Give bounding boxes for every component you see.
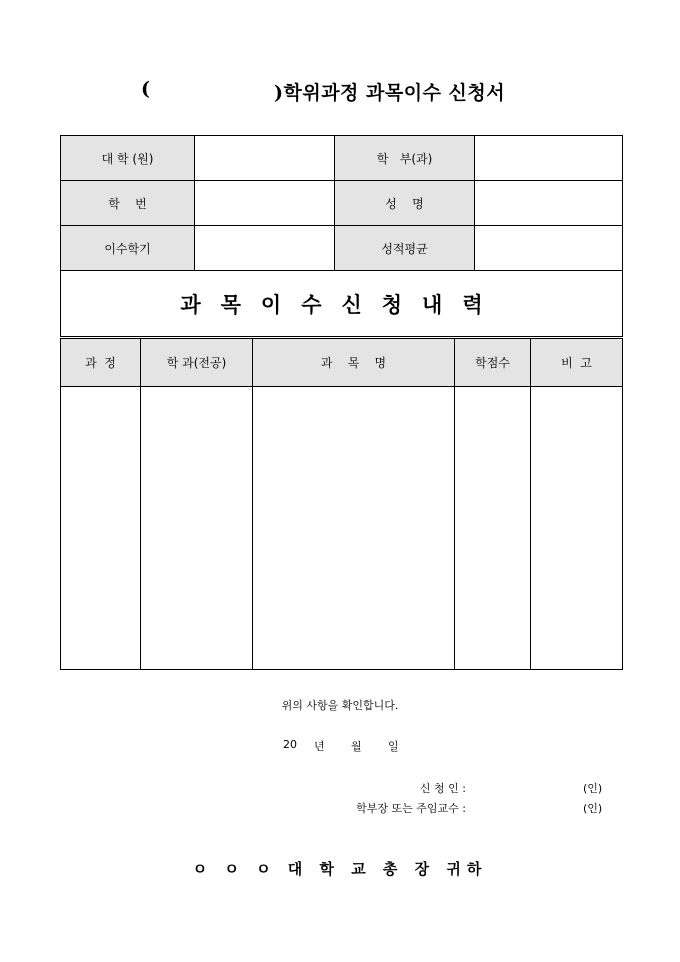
confirmation-text: 위의 사항을 확인합니다. <box>281 699 399 712</box>
student-no-label: 학 번 <box>61 181 195 226</box>
subject-entry-cell[interactable] <box>253 387 455 670</box>
applicant-info-table <box>60 135 623 337</box>
advisor-seal: (인) <box>583 802 603 815</box>
gpa-field[interactable] <box>475 226 623 271</box>
remarks-entry-cell[interactable] <box>531 387 623 670</box>
course-entry-cell[interactable] <box>61 387 141 670</box>
course-table <box>60 338 623 670</box>
date-year-prefix: 20 <box>283 738 297 751</box>
course-entry-area <box>61 387 623 670</box>
semester-field[interactable] <box>195 226 335 271</box>
section-title: 과목이수신청내력 <box>61 271 623 337</box>
title-paren-open: ( <box>141 78 150 100</box>
header-major: 학 과(전공) <box>141 339 253 387</box>
name-label: 성 명 <box>335 181 475 226</box>
header-credits: 학점수 <box>455 339 531 387</box>
date-month: 월 <box>351 740 362 753</box>
student-no-field[interactable] <box>195 181 335 226</box>
dept-label: 학 부(과) <box>335 136 475 181</box>
header-subject: 과 목 명 <box>253 339 455 387</box>
addressee-footer: ㅇ ㅇ ㅇ 대 학 교 총 장 귀하 <box>192 860 488 878</box>
gpa-label: 성적평균 <box>335 226 475 271</box>
major-entry-cell[interactable] <box>141 387 253 670</box>
college-field[interactable] <box>195 136 335 181</box>
date-day: 일 <box>388 740 399 753</box>
header-course: 과 정 <box>61 339 141 387</box>
advisor-label: 학부장 또는 주임교수 : <box>356 802 466 815</box>
semester-label: 이수학기 <box>61 226 195 271</box>
dept-field[interactable] <box>475 136 623 181</box>
credits-entry-cell[interactable] <box>455 387 531 670</box>
college-label: 대 학 (원) <box>61 136 195 181</box>
form-title <box>0 78 680 106</box>
course-table-header <box>61 339 623 387</box>
date-year: 년 <box>314 740 325 753</box>
applicant-label: 신 청 인 : <box>419 782 466 795</box>
applicant-seal: (인) <box>583 782 603 795</box>
title-text: )학위과정 과목이수 신청서 <box>274 82 506 104</box>
header-remarks: 비 고 <box>531 339 623 387</box>
name-field[interactable] <box>475 181 623 226</box>
